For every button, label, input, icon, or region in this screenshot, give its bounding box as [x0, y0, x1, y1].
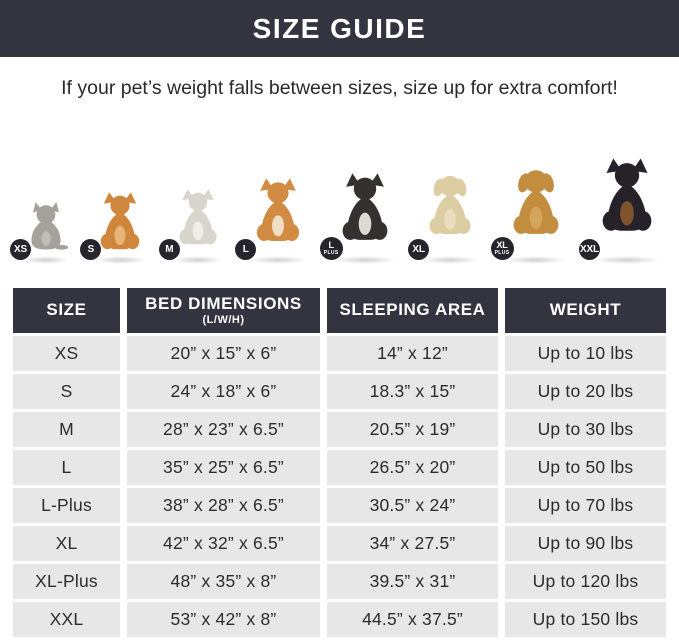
animal-shiba-inu: [242, 160, 311, 260]
size-badge-label: XL: [412, 243, 425, 255]
animal-pomeranian: [87, 182, 150, 260]
cell-size: M: [13, 412, 120, 447]
animal-silhouette-icon: [589, 130, 665, 260]
column-header-bed-dimensions: [127, 288, 320, 333]
animal-border-collie: [323, 154, 400, 260]
column-header-size: [13, 288, 120, 333]
cell-size: XL-Plus: [13, 564, 120, 599]
column-header-weight: [505, 288, 666, 333]
size-badge: [159, 239, 180, 260]
cell-weight: Up to 150 lbs: [505, 602, 666, 637]
size-badge-label: XXL: [580, 243, 599, 255]
size-badge-label: XL: [496, 240, 508, 250]
cell-bed-dimensions: 38” x 28” x 6.5”: [127, 488, 320, 523]
cell-weight: Up to 10 lbs: [505, 336, 666, 371]
banner: [0, 0, 679, 57]
table-row: [13, 450, 666, 485]
size-badge-sublabel: PLUS: [323, 250, 339, 256]
cell-bed-dimensions: 42” x 32” x 6.5”: [127, 526, 320, 561]
column-header-bed-dimensions-label: BED DIMENSIONS: [145, 294, 302, 314]
cell-sleeping-area: 44.5” x 37.5”: [327, 602, 498, 637]
size-badge-label: S: [87, 243, 95, 255]
size-badge-label: XS: [14, 243, 27, 255]
cell-sleeping-area: 18.3” x 15”: [327, 374, 498, 409]
size-badge: [235, 239, 256, 260]
cell-bed-dimensions: 24” x 18” x 6”: [127, 374, 320, 409]
cell-sleeping-area: 30.5” x 24”: [327, 488, 498, 523]
cell-size: L: [13, 450, 120, 485]
cell-size: XL: [13, 526, 120, 561]
cell-weight: Up to 20 lbs: [505, 374, 666, 409]
table-row: [13, 488, 666, 523]
size-badge: [320, 237, 343, 260]
cell-weight: Up to 50 lbs: [505, 450, 666, 485]
cell-bed-dimensions: 28” x 23” x 6.5”: [127, 412, 320, 447]
table-row: [13, 526, 666, 561]
cell-bed-dimensions: 48” x 35” x 8”: [127, 564, 320, 599]
column-header-sleeping-area: [327, 288, 498, 333]
size-table-header: [13, 288, 666, 333]
column-header-bed-dimensions-sub: (L/W/H): [202, 313, 245, 326]
animal-doberman: [580, 130, 665, 260]
size-table: [13, 288, 666, 637]
table-row: [13, 564, 666, 599]
table-row: [13, 602, 666, 637]
cell-bed-dimensions: 20” x 15” x 6”: [127, 336, 320, 371]
animal-cat: [14, 190, 72, 260]
cell-sleeping-area: 39.5” x 31”: [327, 564, 498, 599]
cell-size: S: [13, 374, 120, 409]
animal-french-bulldog: [165, 174, 227, 260]
cell-size: XXL: [13, 602, 120, 637]
size-table-body: [13, 336, 666, 637]
subtitle: If your pet’s weight falls between sizes, size up for extra comfort!: [61, 77, 618, 99]
size-badge: [10, 239, 31, 260]
size-badge-label: L: [242, 243, 249, 255]
page-title: SIZE GUIDE: [252, 12, 427, 44]
cell-sleeping-area: 34” x 27.5”: [327, 526, 498, 561]
size-badge-label: L: [328, 240, 334, 250]
cell-bed-dimensions: 53” x 42” x 8”: [127, 602, 320, 637]
animal-silhouette-icon: [418, 148, 482, 260]
size-badge: [80, 239, 101, 260]
column-header-sleeping-area-label: SLEEPING AREA: [339, 300, 486, 320]
cell-weight: Up to 30 lbs: [505, 412, 666, 447]
size-badge-sublabel: PLUS: [494, 250, 510, 256]
cell-weight: Up to 120 lbs: [505, 564, 666, 599]
size-badge: [408, 239, 429, 260]
column-header-size-label: SIZE: [46, 300, 87, 320]
cell-sleeping-area: 20.5” x 19”: [327, 412, 498, 447]
animal-labrador: [412, 148, 482, 260]
cell-sleeping-area: 14” x 12”: [327, 336, 498, 371]
size-badge: [579, 239, 600, 260]
column-header-weight-label: WEIGHT: [549, 300, 622, 320]
size-badge: [491, 237, 514, 260]
table-row: [13, 412, 666, 447]
cell-sleeping-area: 26.5” x 20”: [327, 450, 498, 485]
animal-golden-retriever: [494, 142, 571, 260]
cell-size: L-Plus: [13, 488, 120, 523]
size-badge-label: M: [165, 243, 174, 255]
cell-size: XS: [13, 336, 120, 371]
cell-weight: Up to 70 lbs: [505, 488, 666, 523]
cell-bed-dimensions: 35” x 25” x 6.5”: [127, 450, 320, 485]
table-row: [13, 374, 666, 409]
animal-strip: [0, 100, 679, 266]
cell-weight: Up to 90 lbs: [505, 526, 666, 561]
table-row: [13, 336, 666, 371]
